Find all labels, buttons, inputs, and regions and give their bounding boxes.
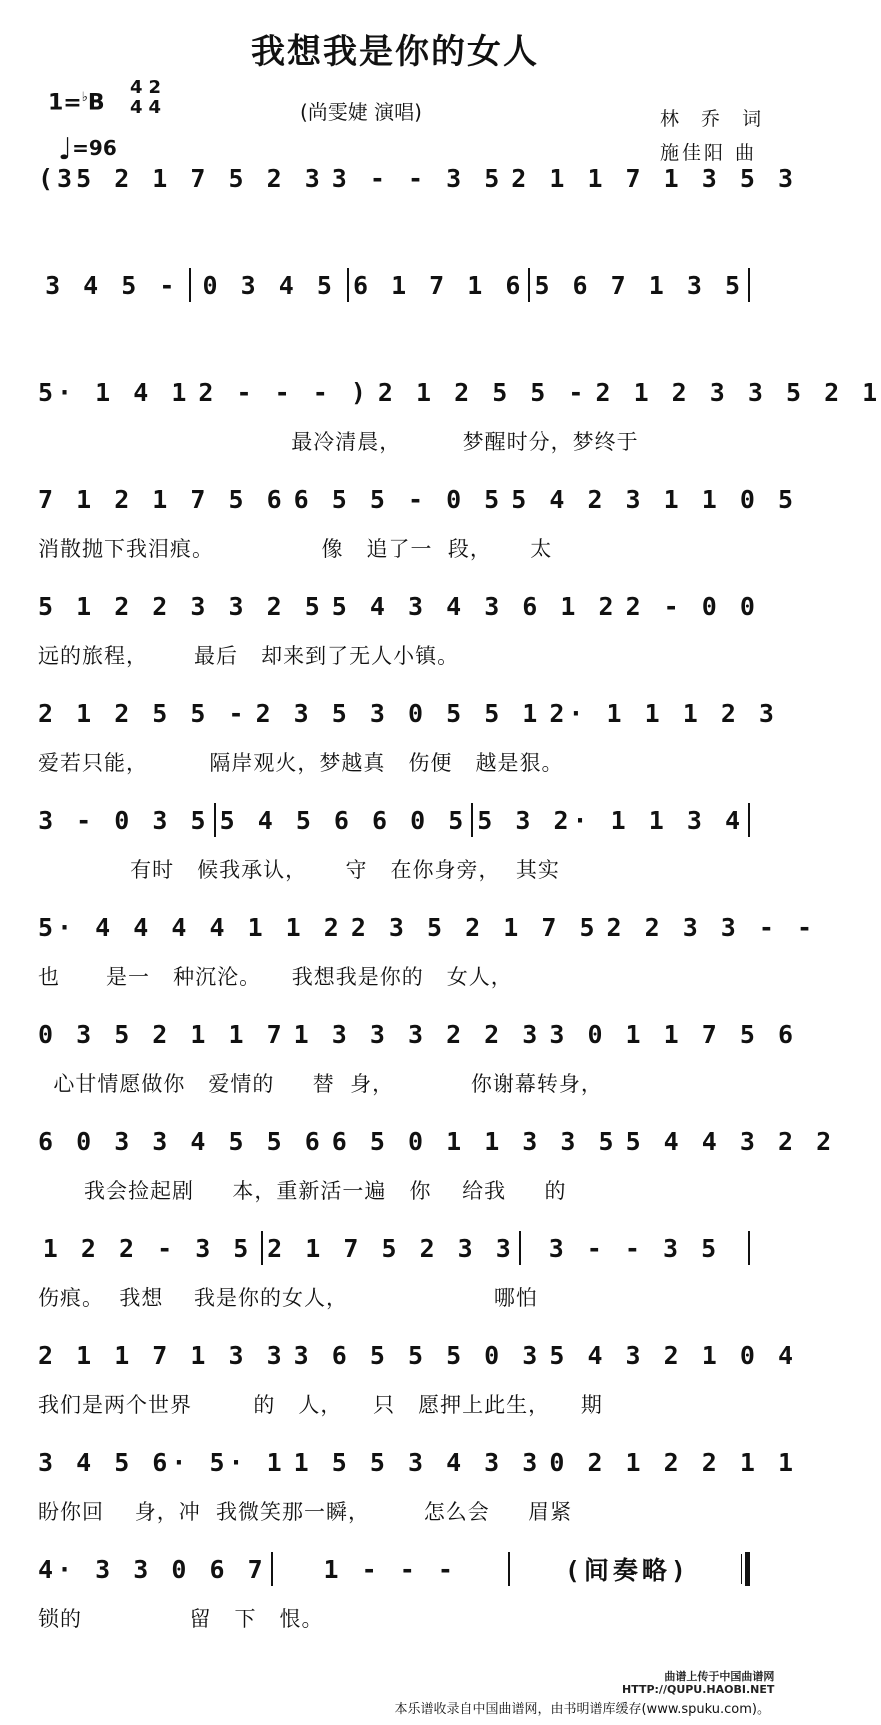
notes-line <box>38 909 817 945</box>
score-system <box>38 1444 798 1534</box>
score-system <box>38 909 817 999</box>
lyric-line: 盼你回 身，冲 我微笑那一瞬， 怎么会 眉紧 <box>38 1500 573 1524</box>
bar-line <box>508 1552 510 1586</box>
measure: 2 1 2 3 3 5 2 1 <box>595 377 881 407</box>
bar-line <box>347 268 349 302</box>
bar-line <box>748 1231 750 1265</box>
measure: 2 1 2 5 5 - <box>377 377 588 407</box>
measure: 6 5 5 - 0 5 <box>293 484 504 514</box>
measure: 5 4 3 2 1 0 4 <box>549 1340 798 1370</box>
measure: 2 3 5 3 0 5 5 1 <box>255 698 542 728</box>
measure: 5 1 2 2 3 3 2 5 <box>38 591 324 621</box>
measure: 2 2 3 3 - - <box>606 912 817 942</box>
measure: 3 - 0 3 5 <box>38 805 210 835</box>
measure: 2 - 0 0 <box>625 591 759 621</box>
notes-line <box>38 160 798 196</box>
score-system <box>38 481 798 571</box>
score-system <box>38 1230 754 1320</box>
measure: 5 4 2 3 1 1 0 5 <box>511 484 798 514</box>
score-system <box>38 1123 836 1213</box>
lyric-line: 有时 候我承认， 守 在你身旁， 其实 <box>38 858 560 882</box>
measure: 2 1 1 7 1 3 3 <box>38 1340 286 1370</box>
bar-line <box>189 268 191 302</box>
site-logo-text <box>622 1670 774 1696</box>
composer-credit: 施佳阳 曲 <box>660 142 758 164</box>
score-system <box>38 1016 798 1106</box>
lyric-line: 心甘情愿做你 爱情的 替 身， 你谢幕转身， <box>38 1072 603 1096</box>
score-system <box>38 267 754 357</box>
measure: 3 - - 3 5 <box>331 163 504 193</box>
notes-line <box>38 695 778 731</box>
score-system <box>38 374 881 464</box>
lyric-line: 爱若只能， 隔岸观火，梦越真 伤便 越是狠。 <box>38 751 564 775</box>
lyric-line: 最冷清晨， 梦醒时分，梦终于 <box>38 430 639 454</box>
measure: 1 5 5 3 4 3 3 <box>293 1447 542 1477</box>
notes-line <box>38 588 759 624</box>
lyric-line: 我会捡起剧 本，重新活一遍 你 给我 的 <box>38 1179 567 1203</box>
score-system <box>38 588 759 678</box>
score-system <box>38 695 778 785</box>
lyric-line: 我们是两个世界 的 人， 只 愿押上此生， 期 <box>38 1393 603 1417</box>
measure: 3 0 1 1 7 5 6 <box>549 1019 798 1049</box>
measure: 4· 3 3 0 6 7 <box>38 1554 267 1584</box>
measure: (间奏略) <box>564 1556 690 1585</box>
measure: (35 2 1 7 5 2 3 <box>38 163 324 193</box>
bar-line <box>528 268 530 302</box>
source-note: 本乐谱收录自中国曲谱网，由书明谱库缓存(www.spuku.com)。 <box>394 1702 770 1717</box>
measure: 2 1 7 5 2 3 3 <box>267 1233 515 1263</box>
measure: 5 3 2· 1 1 3 4 <box>477 805 744 835</box>
notes-line <box>38 1123 836 1159</box>
measure: 3 4 5 6· 5· 1 <box>38 1447 286 1477</box>
notes-line <box>38 1551 754 1587</box>
measure: 3 6 5 5 5 0 3 <box>293 1340 542 1370</box>
bar-line <box>261 1231 263 1265</box>
measure: 1 2 2 - 3 5 <box>42 1233 253 1263</box>
song-title: 我想我是你的女人 <box>251 32 539 72</box>
lyric-line: 锁的 留 下 恨。 <box>38 1607 324 1631</box>
measure: 6 5 0 1 1 3 3 5 <box>331 1126 618 1156</box>
measure: 2 - - - ) <box>198 377 370 407</box>
measure: 3 - - 3 5 <box>548 1233 721 1263</box>
measure: 5 4 5 6 6 0 5 <box>219 805 468 835</box>
measure: 5 4 4 3 2 2 <box>625 1126 836 1156</box>
measure: 1 - - - <box>323 1554 457 1584</box>
notes-line <box>38 1444 798 1480</box>
measure: 2 3 5 2 1 7 5 <box>350 912 599 942</box>
bar-line <box>271 1552 273 1586</box>
score-system <box>38 1337 798 1427</box>
bar-line <box>748 803 750 837</box>
notes-line <box>38 374 881 410</box>
measure: 1 3 3 3 2 2 3 <box>293 1019 542 1049</box>
measure: 6 1 7 1 6 <box>352 270 525 300</box>
measure: 6 0 3 3 4 5 5 6 <box>38 1126 324 1156</box>
time-signature <box>130 78 161 118</box>
notes-line <box>38 1337 798 1373</box>
measure: 5· 4 4 4 4 1 1 2 <box>38 912 343 942</box>
notes-line <box>38 267 754 303</box>
notes-line <box>38 481 798 517</box>
measure: 5 6 7 1 3 5 <box>534 270 745 300</box>
measure: 5 4 3 4 3 6 1 2 <box>331 591 618 621</box>
meter-2-4: 2 4 <box>148 77 162 118</box>
score-system <box>38 802 754 892</box>
score-system <box>38 160 798 250</box>
lyric-line: 远的旅程， 最后 却来到了无人小镇。 <box>38 644 460 668</box>
singer-credit: (尚雯婕 演唱) <box>300 100 422 124</box>
notes-line <box>38 1230 754 1266</box>
logo-line: HTTP://QUPU.HAOBI.NET <box>622 1683 775 1696</box>
bar-line <box>519 1231 521 1265</box>
measure: 2 1 1 7 1 3 5 3 <box>511 163 798 193</box>
measure: 2 1 2 5 5 - <box>38 698 248 728</box>
measure: 3 4 5 - <box>45 270 179 300</box>
measure: 0 3 5 2 1 1 7 <box>38 1019 286 1049</box>
measure: 7 1 2 1 7 5 6 <box>38 484 286 514</box>
notes-line <box>38 802 754 838</box>
measure: 0 2 1 2 2 1 1 <box>549 1447 798 1477</box>
score-system <box>38 1551 754 1641</box>
bar-line <box>748 268 750 302</box>
meter-4-4: 4 4 <box>130 77 143 118</box>
bar-line <box>471 803 473 837</box>
lyric-line: 也 是一 种沉沦。 我想我是你的 女人， <box>38 965 513 989</box>
logo-line: 曲谱上传于中国曲谱网 <box>664 1670 775 1683</box>
tempo-marking: ♩=96 <box>58 132 117 167</box>
measure: 5· 1 4 1 <box>38 377 191 407</box>
bar-line <box>745 1552 750 1586</box>
lyric-line: 消散抛下我泪痕。 像 追了一 段， 太 <box>38 537 553 561</box>
quarter-note-icon: ♩ <box>58 132 73 167</box>
lyricist-credit: 林 乔 词 <box>660 108 770 130</box>
bar-line <box>214 803 216 837</box>
notes-line <box>38 1016 798 1052</box>
key-signature: 1=♭B <box>48 90 105 116</box>
lyric-line: 伤痕。 我想 我是你的女人， 哪怕 <box>38 1286 538 1310</box>
measure: 0 3 4 5 <box>202 270 336 300</box>
measure: 2· 1 1 1 2 3 <box>549 698 778 728</box>
